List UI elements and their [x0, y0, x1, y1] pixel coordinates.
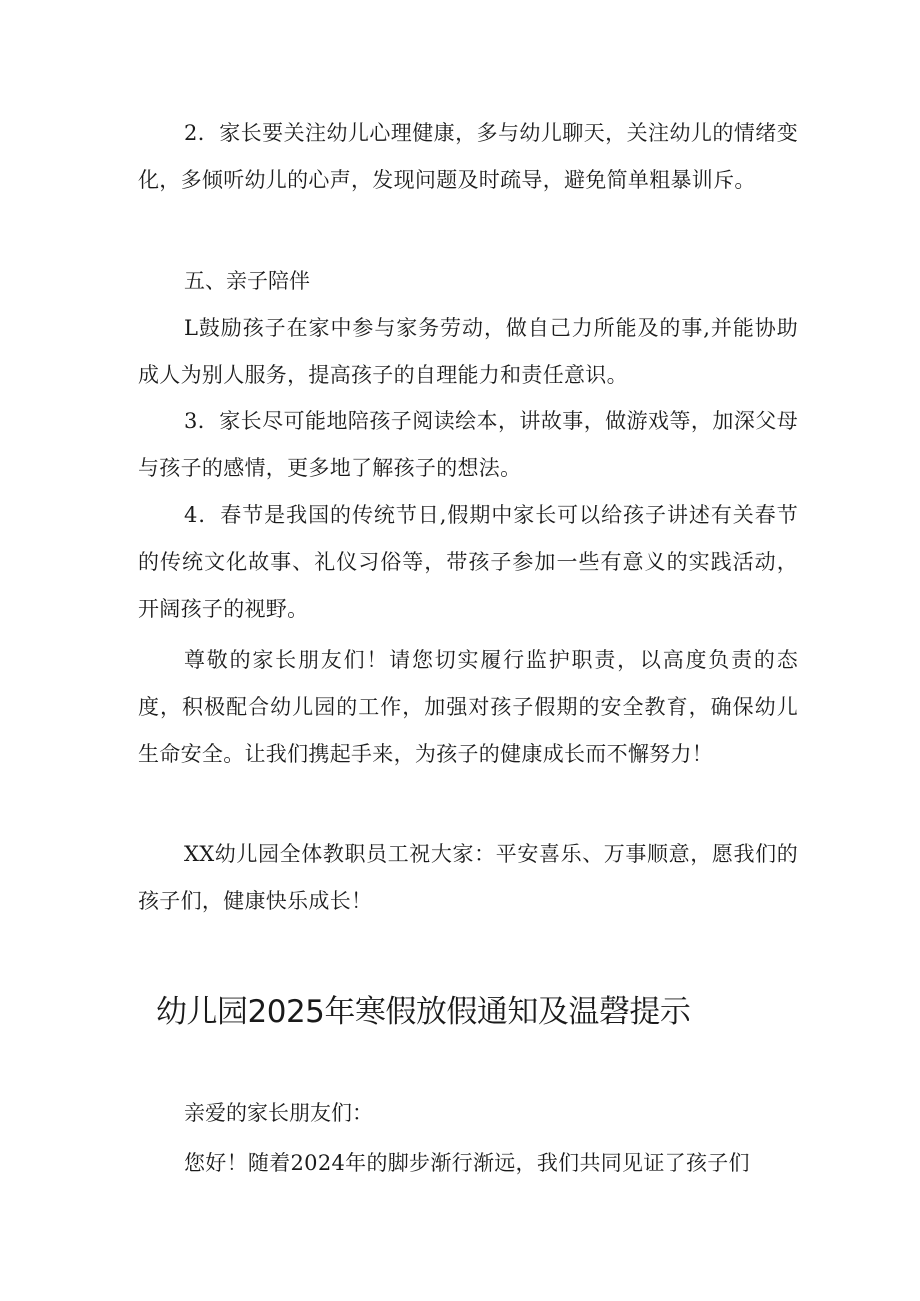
opening-paragraph: 您好！随着2024年的脚步渐行渐远，我们共同见证了孩子们	[184, 1151, 750, 1175]
section-heading-parent-child: 五、亲子陪伴	[184, 269, 310, 293]
paragraph-closing-appeal: 尊敬的家长朋友们！请您切实履行监护职责，以高度负责的态度，积极配合幼儿园的工作，加强对孩子假期的安全教育，确保幼儿生命安全。让我们携起手来，为孩子的健康成长而不懈努力！	[138, 648, 798, 766]
paragraph-wishes: XX幼儿园全体教职员工祝大家：平安喜乐、万事顺意，愿我们的孩子们，健康快乐成长！	[138, 842, 798, 913]
paragraph-mental-health: 2．家长要关注幼儿心理健康，多与幼儿聊天，关注幼儿的情绪变化，多倾听幼儿的心声，发现问题及时疏导，避免简单粗暴训斥。	[138, 121, 798, 192]
notice-title: 幼儿园2025年寒假放假通知及温磬提示	[156, 994, 691, 1030]
paragraph-housework: L鼓励孩子在家中参与家务劳动，做自己力所能及的事,并能协助成人为别人服务，提高孩子的自理能力和责任意识。	[138, 316, 798, 387]
paragraph-reading: 3．家长尽可能地陪孩子阅读绘本，讲故事，做游戏等，加深父母与孩子的感情，更多地了解孩子的想法。	[138, 409, 798, 480]
paragraph-spring-festival: 4．春节是我国的传统节日,假期中家长可以给孩子讲述有关春节的传统文化故事、礼仪习俗等，带孩子参加一些有意义的实践活动，开阔孩子的视野。	[138, 503, 798, 621]
greeting-line: 亲爱的家长朋友们：	[184, 1101, 373, 1125]
